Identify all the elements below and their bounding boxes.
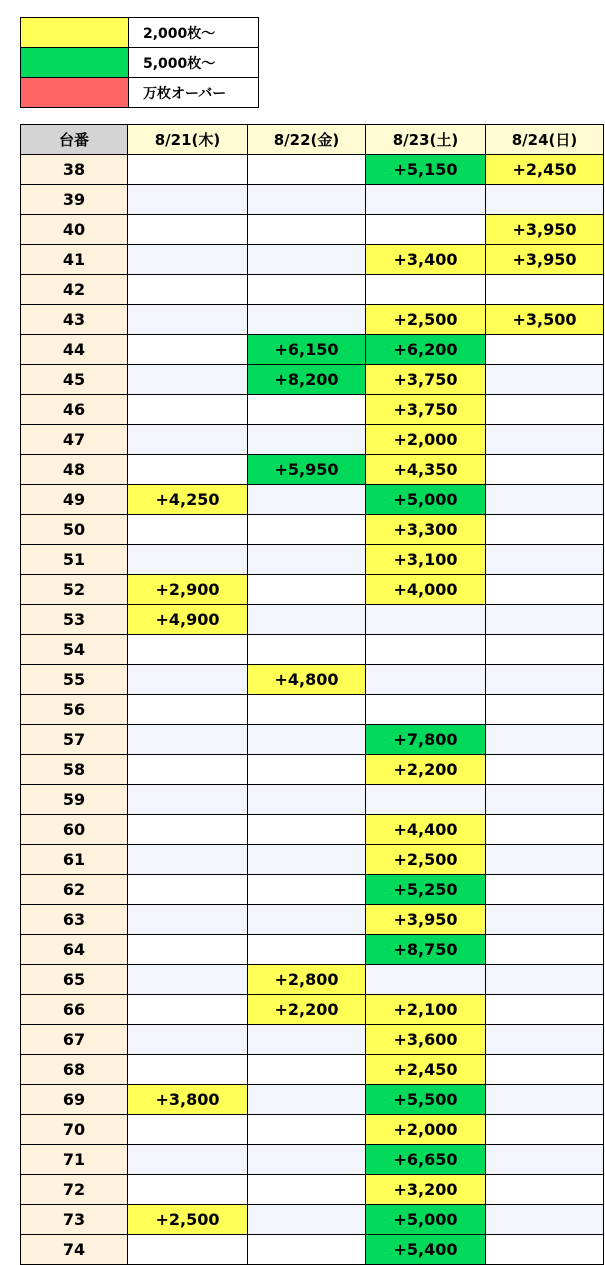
result-cell: +3,950	[366, 905, 486, 935]
result-cell	[248, 515, 366, 545]
result-cell	[486, 755, 604, 785]
machine-number: 56	[21, 695, 128, 725]
result-cell	[128, 875, 248, 905]
machine-number: 60	[21, 815, 128, 845]
table-row	[21, 605, 604, 635]
result-cell: +4,900	[128, 605, 248, 635]
table-row	[21, 245, 604, 275]
result-cell	[248, 1175, 366, 1205]
result-cell	[128, 785, 248, 815]
result-cell	[248, 1115, 366, 1145]
result-cell	[248, 1145, 366, 1175]
legend-row	[21, 78, 259, 108]
table-row	[21, 455, 604, 485]
table-row	[21, 215, 604, 245]
machine-number: 40	[21, 215, 128, 245]
table-row	[21, 155, 604, 185]
result-cell: +3,400	[366, 245, 486, 275]
result-cell	[248, 875, 366, 905]
result-cell	[486, 1055, 604, 1085]
result-cell	[486, 1025, 604, 1055]
result-cell	[486, 1085, 604, 1115]
result-cell: +8,750	[366, 935, 486, 965]
result-cell	[248, 305, 366, 335]
result-cell	[248, 155, 366, 185]
result-cell	[128, 665, 248, 695]
machine-number: 49	[21, 485, 128, 515]
result-cell: +2,200	[248, 995, 366, 1025]
result-cell: +4,350	[366, 455, 486, 485]
table-row	[21, 305, 604, 335]
table-row	[21, 845, 604, 875]
table-row	[21, 515, 604, 545]
machine-results-table	[20, 124, 604, 1265]
machine-number: 64	[21, 935, 128, 965]
result-cell	[128, 425, 248, 455]
result-cell: +6,650	[366, 1145, 486, 1175]
machine-number: 62	[21, 875, 128, 905]
result-cell	[128, 755, 248, 785]
machine-number: 45	[21, 365, 128, 395]
machine-number: 66	[21, 995, 128, 1025]
legend-label: 2,000枚〜	[129, 18, 259, 48]
result-cell	[248, 275, 366, 305]
table-row	[21, 875, 604, 905]
result-cell	[128, 1235, 248, 1265]
machine-number: 47	[21, 425, 128, 455]
machine-number: 69	[21, 1085, 128, 1115]
table-row	[21, 1085, 604, 1115]
machine-number: 41	[21, 245, 128, 275]
machine-number: 63	[21, 905, 128, 935]
legend-label: 万枚オーバー	[129, 78, 259, 108]
result-cell	[128, 185, 248, 215]
machine-number: 51	[21, 545, 128, 575]
result-cell	[128, 245, 248, 275]
result-cell	[366, 695, 486, 725]
result-cell	[486, 905, 604, 935]
result-cell	[248, 425, 366, 455]
header-date-0822: 8/22(金)	[248, 125, 366, 155]
result-cell	[248, 545, 366, 575]
table-row	[21, 785, 604, 815]
result-cell: +2,450	[486, 155, 604, 185]
result-cell: +3,950	[486, 245, 604, 275]
result-cell	[366, 785, 486, 815]
table-row	[21, 185, 604, 215]
table-header-row	[21, 125, 604, 155]
machine-number: 61	[21, 845, 128, 875]
machine-number: 74	[21, 1235, 128, 1265]
machine-number: 73	[21, 1205, 128, 1235]
result-cell	[128, 335, 248, 365]
result-cell	[486, 425, 604, 455]
header-date-0823: 8/23(土)	[366, 125, 486, 155]
result-cell: +5,150	[366, 155, 486, 185]
result-cell: +8,200	[248, 365, 366, 395]
machine-number: 39	[21, 185, 128, 215]
result-cell	[366, 635, 486, 665]
result-cell: +5,950	[248, 455, 366, 485]
result-cell: +2,800	[248, 965, 366, 995]
table-row	[21, 365, 604, 395]
result-cell	[248, 395, 366, 425]
legend-row	[21, 18, 259, 48]
result-cell	[486, 995, 604, 1025]
result-cell	[486, 845, 604, 875]
result-cell	[486, 485, 604, 515]
header-date-0821: 8/21(木)	[128, 125, 248, 155]
machine-number: 68	[21, 1055, 128, 1085]
machine-number: 65	[21, 965, 128, 995]
result-cell	[128, 995, 248, 1025]
table-row	[21, 935, 604, 965]
result-cell	[486, 725, 604, 755]
result-cell: +3,950	[486, 215, 604, 245]
result-cell	[128, 1025, 248, 1055]
result-cell	[366, 665, 486, 695]
result-cell: +2,000	[366, 425, 486, 455]
legend-row	[21, 48, 259, 78]
table-row	[21, 695, 604, 725]
table-row	[21, 545, 604, 575]
result-cell	[366, 275, 486, 305]
result-cell	[128, 935, 248, 965]
result-cell	[248, 1055, 366, 1085]
result-cell: +2,500	[128, 1205, 248, 1235]
result-cell	[486, 665, 604, 695]
result-cell: +6,150	[248, 335, 366, 365]
machine-number: 43	[21, 305, 128, 335]
result-cell	[128, 905, 248, 935]
result-cell	[248, 245, 366, 275]
result-cell	[128, 725, 248, 755]
legend-swatch	[21, 48, 129, 78]
table-row	[21, 425, 604, 455]
result-cell: +3,200	[366, 1175, 486, 1205]
table-row	[21, 755, 604, 785]
result-cell	[486, 395, 604, 425]
table-row	[21, 1115, 604, 1145]
result-cell	[486, 875, 604, 905]
table-row	[21, 335, 604, 365]
machine-number: 48	[21, 455, 128, 485]
result-cell: +3,100	[366, 545, 486, 575]
result-cell: +3,600	[366, 1025, 486, 1055]
result-cell	[486, 1115, 604, 1145]
result-cell: +3,750	[366, 365, 486, 395]
result-cell	[128, 1055, 248, 1085]
result-cell	[128, 365, 248, 395]
result-cell	[486, 185, 604, 215]
result-cell	[248, 935, 366, 965]
machine-number: 42	[21, 275, 128, 305]
result-cell: +2,000	[366, 1115, 486, 1145]
result-cell	[128, 395, 248, 425]
result-cell	[486, 545, 604, 575]
result-cell	[486, 605, 604, 635]
result-cell	[248, 905, 366, 935]
header-machine-number: 台番	[21, 125, 128, 155]
table-row	[21, 965, 604, 995]
machine-number: 70	[21, 1115, 128, 1145]
machine-number: 44	[21, 335, 128, 365]
legend-label: 5,000枚〜	[129, 48, 259, 78]
result-cell	[128, 845, 248, 875]
result-cell: +4,000	[366, 575, 486, 605]
result-cell	[128, 155, 248, 185]
result-cell: +2,100	[366, 995, 486, 1025]
table-row	[21, 905, 604, 935]
result-cell: +4,800	[248, 665, 366, 695]
result-cell	[248, 845, 366, 875]
table-row	[21, 575, 604, 605]
result-cell	[366, 965, 486, 995]
result-cell	[128, 275, 248, 305]
result-cell: +2,200	[366, 755, 486, 785]
table-row	[21, 635, 604, 665]
color-legend	[20, 17, 259, 108]
machine-number: 67	[21, 1025, 128, 1055]
result-cell: +2,900	[128, 575, 248, 605]
result-cell	[248, 575, 366, 605]
header-date-0824: 8/24(日)	[486, 125, 604, 155]
result-cell	[248, 1085, 366, 1115]
machine-number: 72	[21, 1175, 128, 1205]
result-cell: +4,250	[128, 485, 248, 515]
legend-swatch	[21, 18, 129, 48]
table-row	[21, 1235, 604, 1265]
result-cell	[248, 1025, 366, 1055]
result-cell: +4,400	[366, 815, 486, 845]
result-cell: +6,200	[366, 335, 486, 365]
result-cell	[486, 1235, 604, 1265]
table-row	[21, 1055, 604, 1085]
result-cell	[128, 635, 248, 665]
table-row	[21, 725, 604, 755]
machine-number: 54	[21, 635, 128, 665]
result-cell: +3,800	[128, 1085, 248, 1115]
machine-number: 52	[21, 575, 128, 605]
result-cell: +3,300	[366, 515, 486, 545]
result-cell	[486, 365, 604, 395]
result-cell	[248, 485, 366, 515]
result-cell	[128, 815, 248, 845]
result-cell	[366, 215, 486, 245]
result-cell	[486, 275, 604, 305]
result-cell: +7,800	[366, 725, 486, 755]
result-cell	[128, 695, 248, 725]
result-cell	[248, 635, 366, 665]
result-cell: +5,250	[366, 875, 486, 905]
table-row	[21, 995, 604, 1025]
result-cell	[128, 545, 248, 575]
machine-number: 46	[21, 395, 128, 425]
machine-number: 53	[21, 605, 128, 635]
table-row	[21, 815, 604, 845]
result-cell	[486, 1145, 604, 1175]
result-cell	[486, 1205, 604, 1235]
result-cell	[486, 515, 604, 545]
result-cell: +2,500	[366, 305, 486, 335]
table-row	[21, 1025, 604, 1055]
result-cell	[486, 695, 604, 725]
result-cell	[128, 1145, 248, 1175]
result-cell	[248, 785, 366, 815]
table-row	[21, 275, 604, 305]
machine-number: 55	[21, 665, 128, 695]
table-row	[21, 395, 604, 425]
result-cell	[248, 605, 366, 635]
result-cell	[128, 215, 248, 245]
result-cell: +5,000	[366, 1205, 486, 1235]
table-row	[21, 1205, 604, 1235]
result-cell	[486, 575, 604, 605]
result-cell	[248, 1235, 366, 1265]
result-cell	[486, 965, 604, 995]
result-cell	[248, 815, 366, 845]
result-cell: +3,750	[366, 395, 486, 425]
machine-number: 38	[21, 155, 128, 185]
result-cell	[486, 1175, 604, 1205]
result-cell	[128, 515, 248, 545]
result-cell	[486, 935, 604, 965]
result-cell	[248, 755, 366, 785]
table-row	[21, 1145, 604, 1175]
result-cell	[128, 965, 248, 995]
result-cell	[248, 185, 366, 215]
result-cell	[128, 305, 248, 335]
machine-number: 59	[21, 785, 128, 815]
result-cell	[248, 215, 366, 245]
machine-number: 50	[21, 515, 128, 545]
result-cell	[128, 1115, 248, 1145]
result-cell	[248, 1205, 366, 1235]
result-cell	[486, 335, 604, 365]
result-cell: +2,500	[366, 845, 486, 875]
result-cell	[486, 455, 604, 485]
result-cell	[486, 635, 604, 665]
result-cell	[248, 725, 366, 755]
result-cell: +5,000	[366, 485, 486, 515]
table-row	[21, 1175, 604, 1205]
machine-number: 71	[21, 1145, 128, 1175]
result-cell	[486, 785, 604, 815]
legend-swatch	[21, 78, 129, 108]
result-cell	[128, 455, 248, 485]
result-cell	[248, 695, 366, 725]
result-cell: +2,450	[366, 1055, 486, 1085]
result-cell: +3,500	[486, 305, 604, 335]
result-cell: +5,500	[366, 1085, 486, 1115]
result-cell	[366, 185, 486, 215]
table-row	[21, 485, 604, 515]
machine-number: 58	[21, 755, 128, 785]
machine-number: 57	[21, 725, 128, 755]
table-row	[21, 665, 604, 695]
result-cell	[128, 1175, 248, 1205]
result-cell	[366, 605, 486, 635]
result-cell	[486, 815, 604, 845]
result-cell: +5,400	[366, 1235, 486, 1265]
